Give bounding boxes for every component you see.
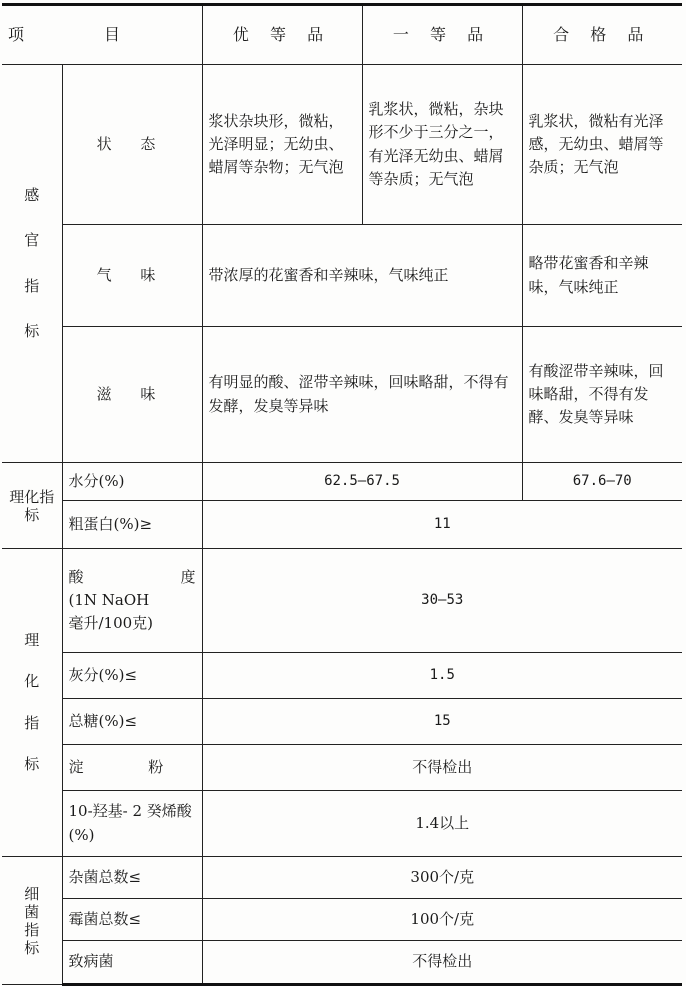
label-acidity-part: (1N NaOH [68, 590, 150, 609]
taste-grade-1-2: 有明显的酸、涩带辛辣味，回味略甜，不得有发酵，发臭等异味 [202, 327, 522, 463]
label-state: 状 态 [62, 65, 202, 225]
starch-value: 不得检出 [202, 745, 682, 791]
state-grade-1: 浆状杂块形，微粘，光泽明显；无幼虫、蜡屑等杂物；无气泡 [202, 65, 362, 225]
row-total-bacteria [2, 857, 682, 899]
label-sugar: 总糖(%)≤ [62, 699, 202, 745]
category-bacteria-char: 标 [24, 938, 40, 957]
taste-grade-3: 有酸涩带辛辣味，回味略甜，不得有发酵、发臭等异味 [522, 327, 682, 463]
label-ash: 灰分(%)≤ [62, 653, 202, 699]
row-pathogen [2, 941, 682, 985]
category-physchem-2-char: 化 [24, 672, 40, 691]
category-physchem-2-char: 指 [24, 713, 40, 732]
category-sensory-char: 指 [24, 276, 40, 295]
category-physchem-2-char: 标 [24, 754, 40, 773]
mold-value: 100个/克 [202, 899, 682, 941]
state-grade-2: 乳浆状，微粘，杂块形不少于三分之一，有光泽无幼虫、蜡屑等杂质；无气泡 [362, 65, 522, 225]
label-acidity [62, 549, 202, 653]
header-grade-2: 一 等 品 [362, 5, 522, 65]
label-taste: 滋 味 [62, 327, 202, 463]
hda-value: 1.4以上 [202, 791, 682, 857]
header-item-cell [2, 5, 202, 65]
header-row [2, 5, 682, 65]
total-bacteria-value: 300个/克 [202, 857, 682, 899]
water-grade-3: 67.6—70 [522, 463, 682, 501]
pathogen-value: 不得检出 [202, 941, 682, 985]
category-sensory-char: 官 [24, 231, 40, 250]
quality-spec-table [2, 3, 682, 986]
label-starch: 淀 粉 [62, 745, 202, 791]
protein-value: 11 [202, 501, 682, 549]
label-acidity-part: 酸 [68, 567, 84, 586]
row-water [2, 463, 682, 501]
category-sensory-char: 感 [24, 186, 40, 204]
header-grade-3: 合 格 品 [522, 5, 682, 65]
row-mold [2, 899, 682, 941]
category-bacteria [2, 857, 62, 985]
label-acidity-part: 度 [180, 567, 196, 586]
row-ash [2, 653, 682, 699]
row-starch [2, 745, 682, 791]
row-sugar [2, 699, 682, 745]
row-acidity [2, 549, 682, 653]
row-state [2, 65, 682, 225]
header-item-a: 项 [8, 24, 33, 44]
category-bacteria-char: 细 [24, 884, 40, 903]
category-physchem-1-text: 理化指标 [9, 487, 55, 524]
header-grade-1: 优 等 品 [202, 5, 362, 65]
row-smell [2, 225, 682, 327]
category-physchem-2-char: 理 [24, 631, 40, 649]
label-acidity-part: 毫升/100克) [68, 614, 154, 633]
header-item-b: 目 [104, 24, 129, 44]
row-taste [2, 327, 682, 463]
label-water: 水分(%) [62, 463, 202, 501]
row-protein [2, 501, 682, 549]
label-hda: 10-羟基- 2 癸烯酸 (%) [62, 791, 202, 857]
smell-grade-1-2: 带浓厚的花蜜香和辛辣味，气味纯正 [202, 225, 522, 327]
category-physchem-1 [2, 463, 62, 549]
category-sensory-char: 标 [24, 321, 40, 340]
ash-value: 1.5 [202, 653, 682, 699]
state-grade-3: 乳浆状，微粘有光泽感，无幼虫、蜡屑等杂质；无气泡 [522, 65, 682, 225]
sugar-value: 15 [202, 699, 682, 745]
label-protein: 粗蛋白(%)≥ [62, 501, 202, 549]
smell-grade-3: 略带花蜜香和辛辣味，气味纯正 [522, 225, 682, 327]
label-mold: 霉菌总数≤ [62, 899, 202, 941]
category-sensory [2, 65, 62, 463]
label-pathogen: 致病菌 [62, 941, 202, 985]
category-bacteria-char: 指 [24, 920, 40, 939]
row-hda [2, 791, 682, 857]
category-physchem-2 [2, 549, 62, 857]
water-grade-1-2: 62.5—67.5 [202, 463, 522, 501]
category-bacteria-char: 菌 [24, 902, 40, 921]
label-smell: 气 味 [62, 225, 202, 327]
acidity-value: 30—53 [202, 549, 682, 653]
label-total-bacteria: 杂菌总数≤ [62, 857, 202, 899]
